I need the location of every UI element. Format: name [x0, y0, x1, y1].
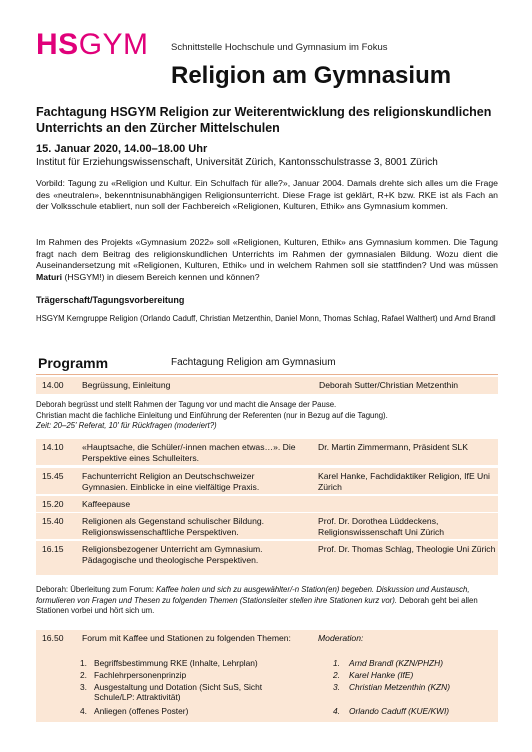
logo-gym: GYM [78, 28, 149, 61]
moderator-name: Karel Hanke (IfE) [349, 670, 414, 680]
row-time: 14.00 [42, 380, 64, 390]
row-activity: Kaffeepause [82, 499, 131, 509]
divider [36, 374, 498, 375]
row-activity: «Hauptsache, die Schüler/-innen machen etwas…». Die Perspektive eines Schulleiters. [82, 442, 296, 463]
subtitle: Fachtagung HSGYM Religion zur Weiterentwicklung des religionskundlichen Unterrichts an den Zürcher Mittelschulen [36, 105, 492, 135]
note-line: Deborah begrüsst und stellt Rahmen der Tagung vor und macht die Ansage der Pause. [36, 400, 337, 409]
moderator-name: Christian Metzenthin (KZN) [349, 682, 450, 692]
note2-b: Deborah geht bei allen Stationen vorbei und hört sich um. [36, 595, 478, 615]
row-time: 15.40 [42, 516, 64, 526]
forum-note [36, 585, 498, 617]
project-paragraph [36, 237, 498, 283]
maturi-bold: Maturi [36, 271, 63, 282]
program-row [36, 541, 498, 575]
note-line: Zeit: 20–25' Referat, 10' für Rückfragen (moderiert?) [36, 421, 217, 430]
logo-hs: HS [36, 28, 79, 61]
moderator-num: 2. [333, 670, 340, 680]
topic-text: Begriffsbestimmung RKE (Inhalte, Lehrplan) [94, 658, 258, 668]
program-row [36, 496, 498, 512]
row-speaker: Dr. Martin Zimmermann, Präsident SLK [318, 442, 468, 452]
topic-num: 4. [80, 706, 87, 716]
event-date: 15. Januar 2020, 14.00–18.00 Uhr [36, 143, 208, 155]
program-row [36, 377, 498, 394]
row-activity: Religionsbezogener Unterricht am Gymnasium. Pädagogische und theologische Perspektiven. [82, 544, 263, 565]
row-time: 14.10 [42, 442, 64, 452]
project-text-b: (HSGYM!) in diesem Bereich kennen und können? [62, 271, 260, 282]
tagline: Schnittstelle Hochschule und Gymnasium im Fokus [171, 42, 388, 53]
topic-text: Fachlehrpersonenprinzip [94, 670, 187, 680]
row-time: 16.50 [42, 633, 64, 643]
row-speaker: Deborah Sutter/Christian Metzenthin [319, 380, 459, 390]
moderator-name: Arnd Brandl (KZN/PHZH) [349, 658, 444, 668]
row-time: 15.45 [42, 471, 64, 481]
note2-italic: Kaffee holen und sich zu ausgewählter/-n Station(en) begeben. Diskussion und Austausch, formulieren von Fragen und Thesen zu folgenden Themen (Stationsleiter stellen ihre Stationen kurz vor). [36, 585, 470, 605]
topic-text: Anliegen (offenes Poster) [94, 706, 189, 716]
moderation-note [36, 400, 498, 432]
program-row [36, 439, 498, 465]
event-venue: Institut für Erziehungswissenschaft, Universität Zürich, Kantonsschulstrasse 3, 8001 Zürich [36, 157, 438, 168]
program-row [36, 468, 498, 494]
program-row [36, 513, 498, 539]
topic-num: 1. [80, 658, 87, 668]
row-time: 16.15 [42, 544, 64, 554]
topic-text: Ausgestaltung und Dotation (Sicht SuS, Sicht Schule/LP: Attraktivität) [94, 682, 263, 702]
moderator-num: 1. [333, 658, 340, 668]
moderator-num: 3. [333, 682, 340, 692]
moderation-label: Moderation: [318, 633, 364, 643]
row-activity: Begrüssung, Einleitung [82, 380, 171, 390]
moderator-name: Orlando Caduff (KUE/KWI) [349, 706, 450, 716]
programm-subtitle: Fachtagung Religion am Gymnasium [171, 357, 336, 368]
row-speaker: Prof. Dr. Thomas Schlag, Theologie Uni Zürich [318, 544, 496, 554]
forum-row [36, 630, 498, 722]
topic-num: 3. [80, 682, 87, 692]
hsgym-logo [36, 30, 149, 60]
page-title: Religion am Gymnasium [171, 62, 452, 89]
row-time: 15.20 [42, 499, 64, 509]
project-text-a: Im Rahmen des Projekts «Gymnasium 2022» soll «Religionen, Kulturen, Ethik» ans Gymnasium kommen. Die Tagung fragt nach dem Beitrag des religionskundlichen Unterrichts im Rahmen der gymnasialen Bildung. Wozu dient die Auseinandersetzung mit «Religionen, Kulturen, Ethik» und in welchem Rahmen soll sie stattfinden? Und was müssen [36, 237, 498, 271]
topic-num: 2. [80, 670, 87, 680]
note-line: Christian macht die fachliche Einleitung und Einführung der Referenten (nur in Bezug auf die Tagung). [36, 410, 388, 420]
row-speaker: Prof. Dr. Dorothea Lüddeckens, Religionswissenschaft Uni Zürich [318, 516, 445, 537]
forum-activity: Forum mit Kaffee und Stationen zu folgenden Themen: [82, 633, 291, 643]
traeger-text: HSGYM Kerngruppe Religion (Orlando Caduff, Christian Metzenthin, Daniel Monn, Thomas Schlag, Rafael Walthert) und Arnd Brandl [36, 314, 496, 323]
row-activity: Religionen als Gegenstand schulischer Bildung. Religionswissenschaftliche Perspektiven. [82, 516, 265, 537]
note2-a: Deborah: Überleitung zum Forum: [36, 585, 157, 594]
programm-title: Programm [38, 355, 109, 371]
traeger-heading: Trägerschaft/Tagungsvorbereitung [36, 295, 185, 305]
row-activity: Fachunterricht Religion an Deutschschweizer Gymnasien. Einblicke in eine vielfältige Praxis. [82, 471, 260, 492]
intro-paragraph: Vorbild: Tagung zu «Religion und Kultur. Ein Schulfach für alle?», Januar 2004. Damals drehte sich alles um die Frage des «neutralen», bekenntnisunabhängigen Religionsunterricht. Diese Frage ist geklärt, R+K bzw. RKE ist als Fach an der Volksschule etabliert, nun soll der Fachbereich «Religionen, Kulturen, Ethik» ans Gymnasium kommen. [36, 178, 498, 212]
row-speaker: Karel Hanke, Fachdidaktiker Religion, IfE Uni Zürich [318, 471, 490, 492]
moderator-num: 4. [333, 706, 340, 716]
